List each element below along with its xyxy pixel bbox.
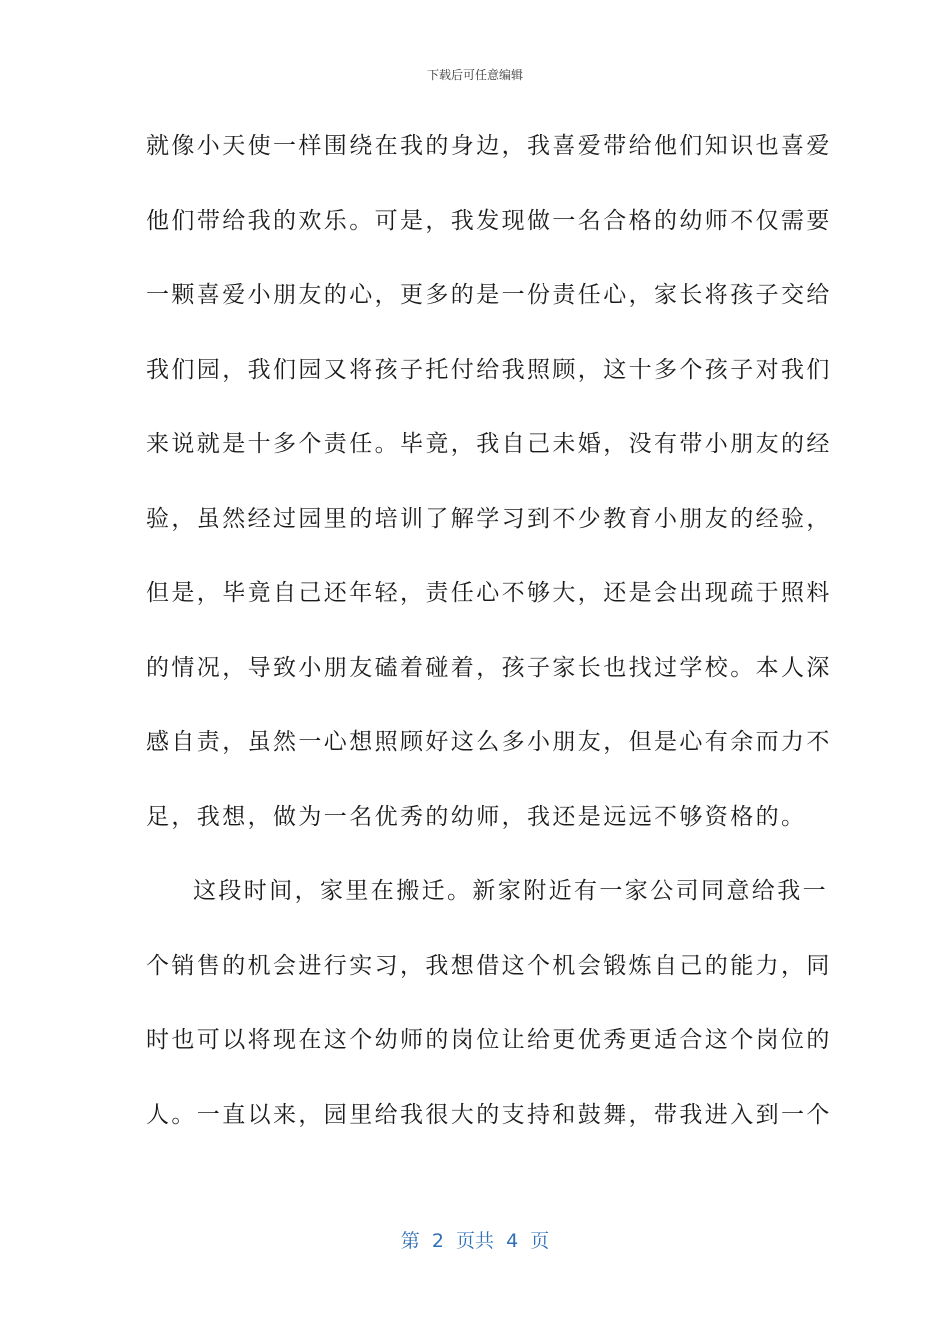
text-line: 我们园，我们园又将孩子托付给我照顾，这十多个孩子对我们 (146, 356, 832, 383)
text-line: 一颗喜爱小朋友的心，更多的是一份责任心，家长将孩子交给 (146, 282, 832, 308)
text-line: 足，我想，做为一名优秀的幼师，我还是远远不够资格的。 (146, 803, 807, 830)
page-header: 下载后可任意编辑 (426, 68, 523, 82)
page-footer: 第 2 页共 4 页 (400, 1230, 550, 1252)
text-line: 的情况，导致小朋友磕着碰着，孩子家长也找过学校。本人深 (146, 654, 832, 681)
text-line: 感自责，虽然一心想照顾好这么多小朋友，但是心有余而力不 (146, 729, 832, 755)
document-body (146, 120, 832, 1163)
text-line: 验，虽然经过园里的培训了解学习到不少教育小朋友的经验， (146, 505, 832, 532)
text-line: 但是，毕竟自己还年轻，责任心不够大，还是会出现疏于照料 (146, 580, 832, 606)
text-line: 他们带给我的欢乐。可是，我发现做一名合格的幼师不仅需要 (146, 207, 832, 234)
text-line: 时也可以将现在这个幼师的岗位让给更优秀更适合这个岗位的 (146, 1027, 832, 1053)
text-line: 个销售的机会进行实习，我想借这个机会锻炼自己的能力，同 (146, 952, 832, 979)
text-line: 这段时间，家里在搬迁。新家附近有一家公司同意给我一 (193, 878, 828, 904)
text-line: 来说就是十多个责任。毕竟，我自己未婚，没有带小朋友的经 (146, 431, 832, 457)
text-line: 人。一直以来，园里给我很大的支持和鼓舞，带我进入到一个 (146, 1101, 832, 1128)
text-line: 就像小天使一样围绕在我的身边，我喜爱带给他们知识也喜爱 (146, 133, 832, 159)
